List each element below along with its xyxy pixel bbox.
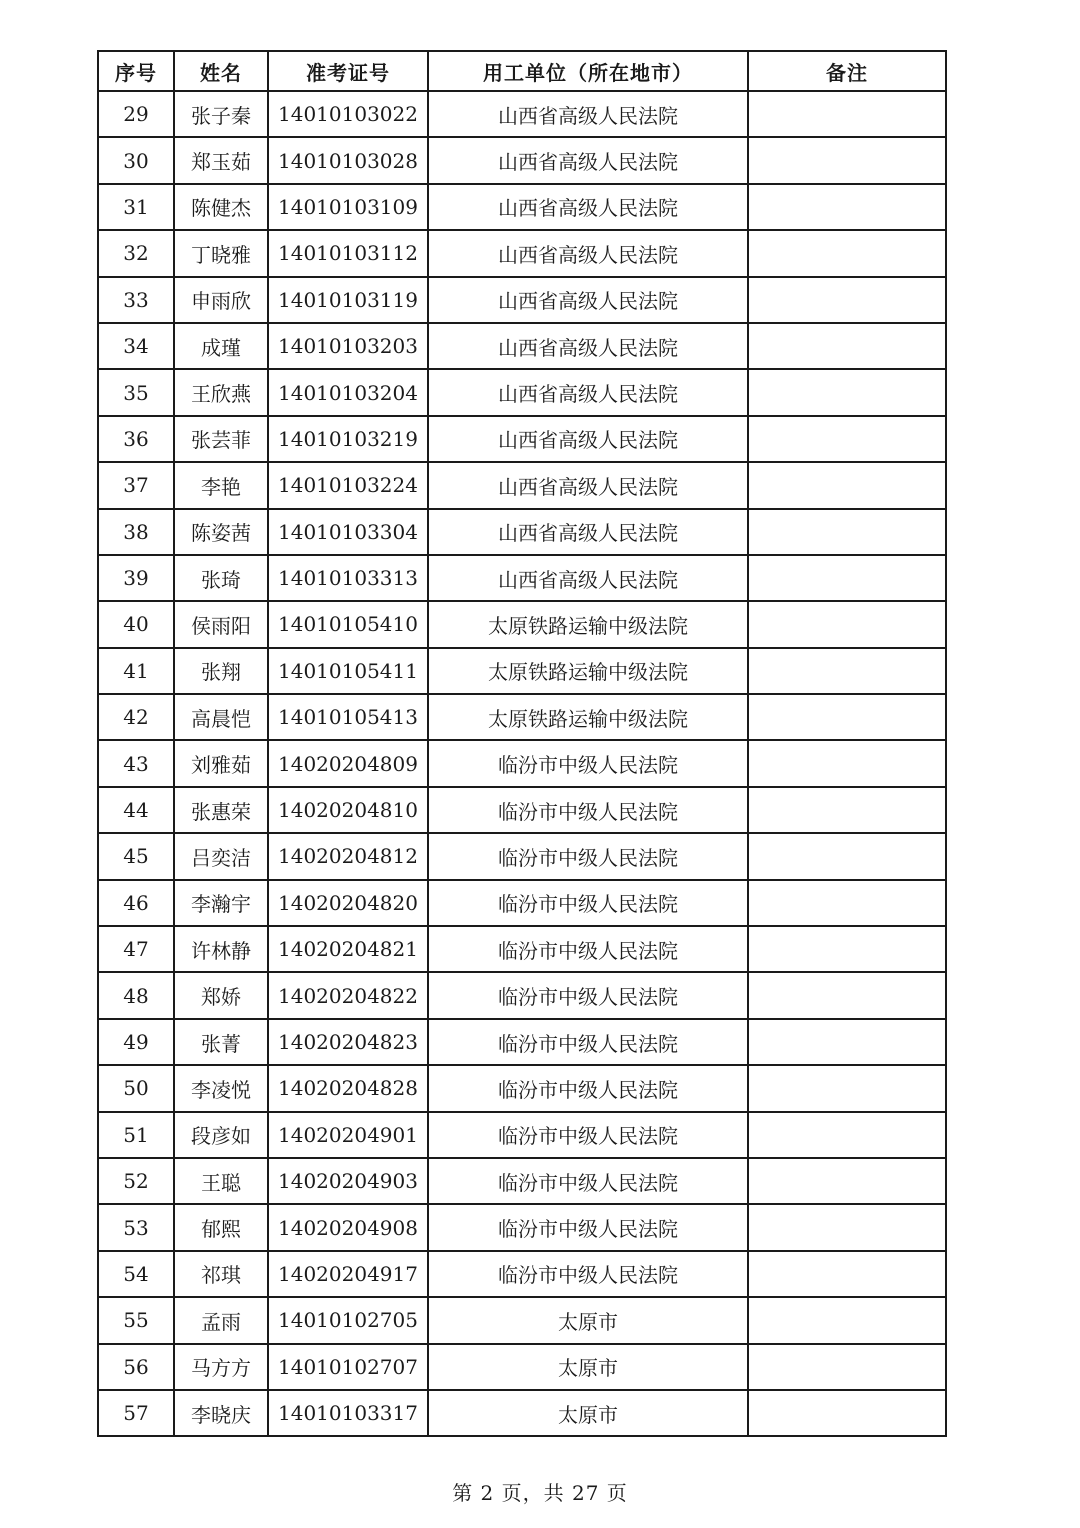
cell-note <box>748 1344 946 1390</box>
cell-ticket: 14020204821 <box>268 926 428 972</box>
table-row <box>98 1019 946 1065</box>
table-row <box>98 833 946 879</box>
cell-serial: 39 <box>98 555 174 601</box>
cell-note <box>748 1251 946 1297</box>
table-row <box>98 416 946 462</box>
cell-serial: 54 <box>98 1251 174 1297</box>
cell-name: 郁熙 <box>174 1204 268 1250</box>
cell-ticket: 14010105413 <box>268 694 428 740</box>
header-name: 姓名 <box>174 51 268 91</box>
cell-unit: 临汾市中级人民法院 <box>428 1019 748 1065</box>
cell-ticket: 14020204820 <box>268 880 428 926</box>
cell-unit: 太原市 <box>428 1390 748 1436</box>
cell-name: 李艳 <box>174 462 268 508</box>
cell-serial: 56 <box>98 1344 174 1390</box>
cell-note <box>748 1065 946 1111</box>
cell-ticket: 14010103119 <box>268 277 428 323</box>
cell-note <box>748 277 946 323</box>
cell-note <box>748 880 946 926</box>
cell-name: 申雨欣 <box>174 277 268 323</box>
cell-serial: 51 <box>98 1112 174 1158</box>
cell-ticket: 14020204823 <box>268 1019 428 1065</box>
cell-unit: 太原市 <box>428 1297 748 1343</box>
cell-note <box>748 184 946 230</box>
cell-note <box>748 230 946 276</box>
table-row <box>98 926 946 972</box>
table-row <box>98 972 946 1018</box>
cell-note <box>748 462 946 508</box>
table-row <box>98 1204 946 1250</box>
cell-ticket: 14020204903 <box>268 1158 428 1204</box>
cell-ticket: 14010103028 <box>268 137 428 183</box>
cell-note <box>748 601 946 647</box>
cell-serial: 57 <box>98 1390 174 1436</box>
cell-note <box>748 1204 946 1250</box>
cell-name: 张翔 <box>174 648 268 694</box>
cell-note <box>748 740 946 786</box>
roster-table <box>97 50 947 1437</box>
cell-serial: 48 <box>98 972 174 1018</box>
cell-serial: 52 <box>98 1158 174 1204</box>
cell-note <box>748 137 946 183</box>
table-row <box>98 555 946 601</box>
cell-note <box>748 787 946 833</box>
cell-name: 李凌悦 <box>174 1065 268 1111</box>
cell-serial: 46 <box>98 880 174 926</box>
cell-name: 祁琪 <box>174 1251 268 1297</box>
table-row <box>98 184 946 230</box>
cell-name: 刘雅茹 <box>174 740 268 786</box>
cell-unit: 山西省高级人民法院 <box>428 509 748 555</box>
header-unit: 用工单位（所在地市） <box>428 51 748 91</box>
cell-name: 马方方 <box>174 1344 268 1390</box>
cell-ticket: 14020204917 <box>268 1251 428 1297</box>
cell-ticket: 14010103224 <box>268 462 428 508</box>
cell-ticket: 14010103313 <box>268 555 428 601</box>
header-row <box>98 51 946 91</box>
table-row <box>98 740 946 786</box>
cell-serial: 34 <box>98 323 174 369</box>
cell-ticket: 14010103204 <box>268 369 428 415</box>
cell-name: 张惠荣 <box>174 787 268 833</box>
header-ticket: 准考证号 <box>268 51 428 91</box>
cell-note <box>748 91 946 137</box>
table-row <box>98 1251 946 1297</box>
cell-serial: 55 <box>98 1297 174 1343</box>
cell-ticket: 14010103219 <box>268 416 428 462</box>
cell-unit: 山西省高级人民法院 <box>428 416 748 462</box>
cell-note <box>748 694 946 740</box>
header-serial: 序号 <box>98 51 174 91</box>
cell-serial: 33 <box>98 277 174 323</box>
cell-name: 高晨恺 <box>174 694 268 740</box>
cell-ticket: 14020204901 <box>268 1112 428 1158</box>
cell-serial: 45 <box>98 833 174 879</box>
cell-note <box>748 1158 946 1204</box>
cell-name: 郑娇 <box>174 972 268 1018</box>
cell-note <box>748 1019 946 1065</box>
cell-ticket: 14010103022 <box>268 91 428 137</box>
cell-serial: 44 <box>98 787 174 833</box>
cell-unit: 山西省高级人民法院 <box>428 230 748 276</box>
cell-name: 张菁 <box>174 1019 268 1065</box>
table-row <box>98 91 946 137</box>
cell-unit: 山西省高级人民法院 <box>428 369 748 415</box>
cell-note <box>748 369 946 415</box>
cell-note <box>748 1390 946 1436</box>
cell-serial: 31 <box>98 184 174 230</box>
cell-note <box>748 509 946 555</box>
table-row <box>98 601 946 647</box>
cell-note <box>748 555 946 601</box>
cell-serial: 42 <box>98 694 174 740</box>
cell-ticket: 14020204810 <box>268 787 428 833</box>
cell-ticket: 14010103112 <box>268 230 428 276</box>
cell-unit: 山西省高级人民法院 <box>428 137 748 183</box>
cell-unit: 临汾市中级人民法院 <box>428 1251 748 1297</box>
cell-note <box>748 1297 946 1343</box>
cell-ticket: 14010103203 <box>268 323 428 369</box>
cell-ticket: 14010105410 <box>268 601 428 647</box>
table-row <box>98 277 946 323</box>
table-row <box>98 462 946 508</box>
cell-unit: 临汾市中级人民法院 <box>428 1204 748 1250</box>
cell-serial: 32 <box>98 230 174 276</box>
cell-ticket: 14020204812 <box>268 833 428 879</box>
cell-name: 郑玉茹 <box>174 137 268 183</box>
cell-name: 陈健杰 <box>174 184 268 230</box>
cell-serial: 38 <box>98 509 174 555</box>
cell-serial: 50 <box>98 1065 174 1111</box>
table-row <box>98 648 946 694</box>
table-row <box>98 880 946 926</box>
table-row <box>98 1112 946 1158</box>
cell-unit: 临汾市中级人民法院 <box>428 926 748 972</box>
cell-serial: 37 <box>98 462 174 508</box>
cell-ticket: 14020204828 <box>268 1065 428 1111</box>
cell-serial: 36 <box>98 416 174 462</box>
cell-ticket: 14010102707 <box>268 1344 428 1390</box>
cell-unit: 临汾市中级人民法院 <box>428 740 748 786</box>
cell-ticket: 14010103304 <box>268 509 428 555</box>
cell-name: 陈姿茜 <box>174 509 268 555</box>
page-footer: 第 2 页，共 27 页 <box>452 1481 628 1505</box>
cell-serial: 30 <box>98 137 174 183</box>
cell-unit: 太原铁路运输中级法院 <box>428 694 748 740</box>
cell-serial: 35 <box>98 369 174 415</box>
cell-unit: 临汾市中级人民法院 <box>428 880 748 926</box>
table-row <box>98 787 946 833</box>
table-header <box>98 51 946 91</box>
cell-name: 侯雨阳 <box>174 601 268 647</box>
cell-name: 张子秦 <box>174 91 268 137</box>
cell-unit: 太原市 <box>428 1344 748 1390</box>
cell-serial: 40 <box>98 601 174 647</box>
table-row <box>98 694 946 740</box>
table-row <box>98 509 946 555</box>
cell-unit: 临汾市中级人民法院 <box>428 972 748 1018</box>
cell-name: 孟雨 <box>174 1297 268 1343</box>
cell-unit: 太原铁路运输中级法院 <box>428 648 748 694</box>
cell-unit: 临汾市中级人民法院 <box>428 1065 748 1111</box>
cell-serial: 29 <box>98 91 174 137</box>
cell-serial: 41 <box>98 648 174 694</box>
table-row <box>98 1158 946 1204</box>
cell-unit: 太原铁路运输中级法院 <box>428 601 748 647</box>
table-row <box>98 1065 946 1111</box>
cell-name: 李晓庆 <box>174 1390 268 1436</box>
cell-ticket: 14010103317 <box>268 1390 428 1436</box>
cell-note <box>748 648 946 694</box>
cell-unit: 山西省高级人民法院 <box>428 555 748 601</box>
table-row <box>98 1297 946 1343</box>
cell-name: 李瀚宇 <box>174 880 268 926</box>
cell-unit: 山西省高级人民法院 <box>428 91 748 137</box>
cell-unit: 山西省高级人民法院 <box>428 462 748 508</box>
cell-name: 张琦 <box>174 555 268 601</box>
cell-note <box>748 323 946 369</box>
cell-serial: 43 <box>98 740 174 786</box>
cell-ticket: 14010103109 <box>268 184 428 230</box>
cell-unit: 临汾市中级人民法院 <box>428 1158 748 1204</box>
cell-serial: 47 <box>98 926 174 972</box>
cell-unit: 临汾市中级人民法院 <box>428 833 748 879</box>
cell-note <box>748 926 946 972</box>
table-row <box>98 1344 946 1390</box>
table-row <box>98 137 946 183</box>
cell-serial: 53 <box>98 1204 174 1250</box>
cell-unit: 山西省高级人民法院 <box>428 323 748 369</box>
cell-name: 丁晓雅 <box>174 230 268 276</box>
cell-unit: 山西省高级人民法院 <box>428 184 748 230</box>
cell-name: 王聪 <box>174 1158 268 1204</box>
cell-ticket: 14020204908 <box>268 1204 428 1250</box>
cell-unit: 临汾市中级人民法院 <box>428 787 748 833</box>
cell-ticket: 14020204809 <box>268 740 428 786</box>
cell-name: 成瑾 <box>174 323 268 369</box>
cell-unit: 山西省高级人民法院 <box>428 277 748 323</box>
cell-name: 王欣燕 <box>174 369 268 415</box>
cell-name: 张芸菲 <box>174 416 268 462</box>
cell-note <box>748 833 946 879</box>
cell-name: 吕奕洁 <box>174 833 268 879</box>
cell-ticket: 14010105411 <box>268 648 428 694</box>
cell-serial: 49 <box>98 1019 174 1065</box>
cell-ticket: 14010102705 <box>268 1297 428 1343</box>
cell-note <box>748 972 946 1018</box>
table-row <box>98 369 946 415</box>
header-note: 备注 <box>748 51 946 91</box>
table-body <box>98 91 946 1436</box>
cell-name: 段彦如 <box>174 1112 268 1158</box>
cell-note <box>748 1112 946 1158</box>
cell-unit: 临汾市中级人民法院 <box>428 1112 748 1158</box>
cell-note <box>748 416 946 462</box>
table-row <box>98 323 946 369</box>
table-row <box>98 230 946 276</box>
cell-ticket: 14020204822 <box>268 972 428 1018</box>
table-row <box>98 1390 946 1436</box>
cell-name: 许林静 <box>174 926 268 972</box>
